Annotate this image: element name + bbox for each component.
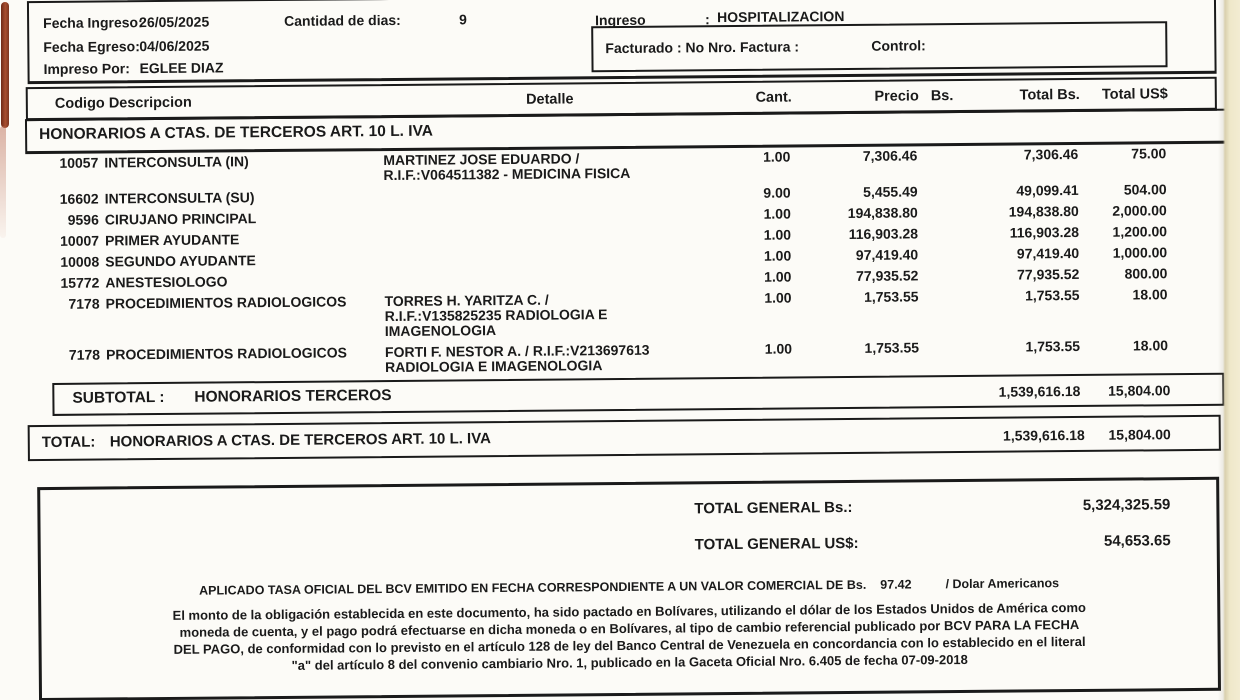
cell-totalusd: 2,000.00: [1112, 202, 1167, 219]
total-general-bs-label: TOTAL GENERAL Bs.:: [694, 498, 853, 518]
cell-detalle: [384, 228, 714, 231]
subtotal-total-bs: 1,539,616.18: [998, 382, 1081, 400]
cell-totalusd: 504.00: [1123, 181, 1167, 198]
column-bs: Bs.: [930, 87, 954, 104]
total-general-bs-value: 5,324,325.59: [1082, 496, 1171, 514]
column-total-usd: Total US$: [1101, 85, 1168, 103]
cell-totalbs: 7,306.46: [1023, 145, 1079, 163]
subtotal-total-usd: 15,804.00: [1108, 382, 1171, 399]
cell-detalle: TORRES H. YARITZA C. / R.I.F.:V135825235 RADIOLOGIA E IMAGENOLOGIA: [384, 291, 608, 340]
table-row: [44, 266, 1167, 291]
facturado-box: [591, 21, 1167, 72]
column-cant: Cant.: [755, 88, 792, 106]
cell-cant: 1.00: [763, 247, 792, 264]
cell-cant: 1.00: [763, 205, 791, 222]
cell-detalle: [384, 270, 714, 273]
total-name: HONORARIOS A CTAS. DE TERCEROS ART. 10 L. IVA: [109, 430, 491, 451]
total-general-usd-value: 54,653.65: [1103, 532, 1171, 550]
table-row: [44, 245, 1167, 270]
cell-precio: 116,903.28: [848, 225, 919, 242]
subtotal-label: SUBTOTAL :: [72, 388, 165, 407]
cell-desc: PROCEDIMIENTOS RADIOLOGICOS: [105, 344, 347, 363]
cell-totalbs: 1,753.55: [1025, 337, 1081, 355]
cell-desc: INTERCONSULTA (SU): [104, 189, 255, 207]
total-row: [28, 415, 1221, 461]
cell-cant: 1.00: [763, 226, 792, 243]
total-total-bs: 1,539,616.18: [1002, 426, 1085, 444]
total-general-usd-row: [41, 532, 1217, 554]
column-precio: Precio: [874, 87, 919, 105]
control-label: Control:: [871, 37, 926, 54]
table-row: [44, 203, 1167, 228]
table-row: [45, 338, 1168, 378]
cell-desc: CIRUJANO PRINCIPAL: [104, 210, 257, 228]
ingreso-value: HOSPITALIZACION: [717, 8, 845, 26]
cell-codigo: 10007: [60, 232, 100, 249]
cell-precio: 97,419.40: [855, 246, 919, 263]
tasa-text: APLICADO TASA OFICIAL DEL BCV EMITIDO EN FECHA CORRESPONDIENTE A UN VALOR COMERCIAL DE Bs.: [199, 577, 867, 598]
tasa-suffix: / Dolar Americanos: [945, 576, 1060, 592]
cell-totalbs: 97,419.40: [1016, 244, 1080, 262]
cell-desc: ANESTESIOLOGO: [105, 273, 228, 291]
total-total-usd: 15,804.00: [1108, 426, 1171, 443]
column-codigo-descripcion: Codigo Descripcion: [54, 94, 192, 112]
cell-totalbs: 194,838.80: [1008, 202, 1079, 220]
cell-detalle: FORTI F. NESTOR A. / R.I.F.:V213697613 RADIOLOGIA E IMAGENOLOGIA: [384, 341, 650, 376]
cell-cant: 1.00: [764, 289, 792, 306]
cell-precio: 194,838.80: [847, 204, 918, 222]
scan-artifact-paper-edge: [1218, 0, 1240, 700]
ingreso-colon: :: [705, 11, 710, 28]
total-general-usd-label: TOTAL GENERAL US$:: [694, 534, 859, 554]
cell-precio: 1,753.55: [863, 288, 919, 305]
cell-cant: 1.00: [762, 148, 791, 165]
ingreso-label: Ingreso: [595, 11, 646, 29]
cell-detalle: [384, 186, 714, 189]
column-total-bs: Total Bs.: [1019, 86, 1080, 104]
table-row: [44, 224, 1167, 249]
table-row: [44, 182, 1167, 207]
cell-precio: 1,753.55: [864, 339, 920, 356]
cell-totalusd: 800.00: [1124, 265, 1168, 282]
cell-totalbs: 49,099.41: [1016, 181, 1079, 199]
total-label: TOTAL:: [41, 433, 96, 452]
table-body: [43, 146, 1168, 384]
cell-codigo: 15772: [60, 274, 100, 291]
cell-desc: SEGUNDO AYUDANTE: [105, 252, 256, 270]
cell-codigo: 7178: [68, 295, 100, 312]
total-general-bs-row: [40, 496, 1216, 518]
legal-text: El monto de la obligación establecida en este documento, ha sido pactado en Bolívares, utilizando el dólar de los Estados Unidos de América como moneda de cuenta, y el pago podrá efectuarse en dicha moneda o en Bolívares, al tipo de cambio referencial publicado por BCV PARA LA FECHA DEL PAGO, de conformidad con lo previsto en el artículo 128 de ley del Banco Central de Venezuela en concordancia con lo establecido en el literal "a" del artículo 8 del convenio cambiario Nro. 1, publicado en la Gaceta Oficial Nro. 6.405 de fecha 07-09-2018: [172, 599, 1086, 673]
table-row: [45, 287, 1168, 342]
section-title: HONORARIOS A CTAS. DE TERCEROS ART. 10 L. IVA: [39, 122, 434, 144]
cell-detalle: [384, 249, 714, 252]
cell-cant: 1.00: [764, 268, 792, 285]
cell-totalbs: 116,903.28: [1009, 223, 1080, 241]
impreso-por-label: Impreso Por:: [43, 60, 130, 78]
summary-box: [37, 477, 1221, 700]
cantidad-dias-value: 9: [459, 11, 467, 28]
cell-totalusd: 75.00: [1131, 145, 1167, 162]
cell-precio: 77,935.52: [855, 267, 919, 284]
cell-detalle: MARTINEZ JOSE EDUARDO / R.I.F.:V064511382 - MEDICINA FISICA: [383, 150, 631, 184]
fecha-egreso-label: Fecha Egreso:: [43, 38, 140, 56]
fecha-egreso-value: 04/06/2025: [139, 37, 210, 55]
cell-totalusd: 1,000.00: [1112, 244, 1168, 261]
cell-codigo: 16602: [59, 190, 99, 207]
cell-totalbs: 1,753.55: [1024, 286, 1080, 304]
cell-totalbs: 77,935.52: [1016, 265, 1080, 283]
cell-totalusd: 18.00: [1132, 286, 1168, 303]
cantidad-dias-label: Cantidad de dias:: [284, 11, 401, 29]
fecha-ingreso-value: 26/05/2025: [139, 13, 210, 31]
cell-cant: 1.00: [764, 340, 793, 357]
cell-codigo: 10008: [60, 253, 100, 270]
column-bs-totalbs: [919, 86, 1080, 103]
impreso-por-value: EGLEE DIAZ: [139, 59, 224, 77]
cell-desc: INTERCONSULTA (IN): [104, 153, 249, 171]
cell-precio: 5,455.49: [863, 183, 918, 200]
admission-info-box: [27, 0, 1217, 84]
cell-cant: 9.00: [763, 184, 791, 201]
tasa-value: 97.42: [880, 577, 912, 592]
cell-desc: PROCEDIMIENTOS RADIOLOGICOS: [105, 293, 347, 312]
cell-codigo: 7178: [68, 346, 101, 363]
cell-totalusd: 1,200.00: [1112, 223, 1168, 240]
subtotal-name: HONORARIOS TERCEROS: [194, 386, 392, 406]
cell-codigo: 10057: [59, 154, 99, 171]
column-detalle: Detalle: [525, 90, 574, 108]
cell-precio: 7,306.46: [862, 147, 918, 164]
tasa-oficial-line: [41, 575, 1217, 599]
cell-totalusd: 18.00: [1132, 337, 1169, 354]
cell-detalle: [384, 207, 714, 210]
fecha-ingreso-label: Fecha Ingreso:: [43, 14, 143, 32]
facturado-label: Facturado : No Nro. Factura :: [605, 38, 800, 57]
cell-codigo: 9596: [67, 211, 99, 228]
cell-desc: PRIMER AYUDANTE: [104, 231, 240, 249]
